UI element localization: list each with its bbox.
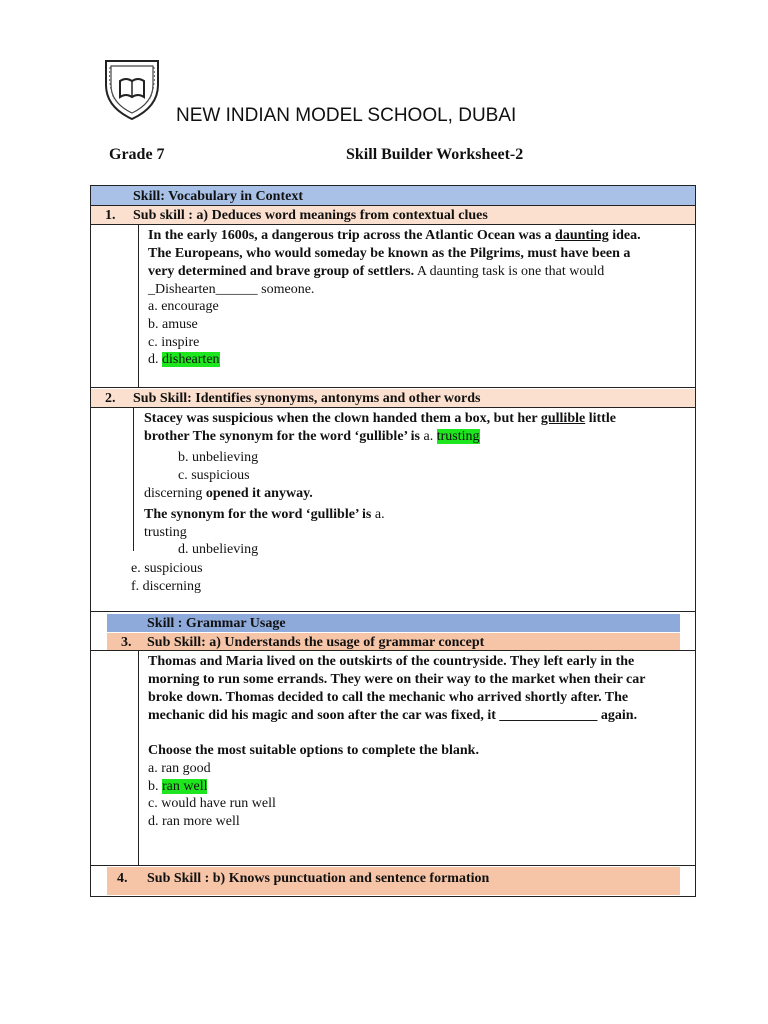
s1-option-b: b. amuse (148, 317, 198, 332)
s3-option-c: c. would have run well (148, 796, 276, 811)
word-daunting: daunting (555, 228, 609, 243)
s2-answer-trusting: trusting (436, 429, 480, 444)
s3-para-line-4: mechanic did his magic and soon after the car was fixed, it ______________ again. (148, 708, 638, 723)
s3-option-b-label: b. (148, 779, 162, 794)
s3-para-line-1: Thomas and Maria lived on the outskirts of the countryside. They left early in the (148, 654, 635, 669)
subskill-2-heading: Sub Skill: Identifies synonyms, antonyms and other words (133, 391, 481, 406)
s2-line-2-pre: brother The synonym for the word ‘gullible’ is (144, 429, 424, 444)
s1-para-3-bold: very determined and brave group of settlers. (148, 264, 415, 279)
s1-option-d-label: d. (148, 352, 162, 367)
s1-option-a: a. encourage (148, 299, 219, 314)
s3-para-line-2: morning to run some errands. They were on their way to the market when their car (148, 672, 646, 687)
skill-grammar-heading: Skill : Grammar Usage (147, 616, 286, 631)
subskill-1-number: 1. (105, 208, 116, 223)
s2-line-6-rest: a. (371, 507, 385, 522)
word-gullible: gullible (540, 411, 586, 426)
subskill-4-heading: Sub Skill : b) Knows punctuation and sentence formation (147, 871, 490, 886)
s2-line-5-bold: opened it anyway. (202, 486, 313, 501)
s1-para-line-4: _Dishearten______ someone. (148, 282, 315, 297)
s2-option-f: f. discerning (131, 579, 201, 594)
s2-line-2 (144, 428, 480, 446)
grade-label: Grade 7 (109, 146, 165, 163)
subskill-3-heading: Sub Skill: a) Understands the usage of grammar concept (147, 635, 485, 650)
subskill-4-number: 4. (117, 871, 128, 886)
s2-line-6 (144, 506, 385, 524)
s1-answer-dishearten: dishearten (162, 352, 220, 367)
subskill-1-heading: Sub skill : a) Deduces word meanings from contextual clues (133, 208, 488, 223)
s1-para-1-pre: In the early 1600s, a dangerous trip across the Atlantic Ocean was a (148, 228, 556, 243)
worksheet-title: Skill Builder Worksheet-2 (346, 146, 524, 163)
s1-para-1-post: idea. (608, 228, 641, 243)
s2-line-5 (144, 485, 313, 503)
s1-option-c: c. inspire (148, 335, 200, 350)
s1-para-line-1 (148, 227, 641, 245)
s2-option-e: e. suspicious (131, 561, 203, 576)
skill-vocabulary-heading: Skill: Vocabulary in Context (133, 189, 303, 204)
subskill-3-number: 3. (121, 635, 132, 650)
school-name: NEW INDIAN MODEL SCHOOL, DUBAI (176, 105, 517, 126)
s2-line-5-rest: discerning (144, 486, 203, 501)
s2-option-b: b. unbelieving (178, 450, 259, 465)
s3-option-d: d. ran more well (148, 814, 240, 829)
s2-line-1-pre: Stacey was suspicious when the clown handed them a box, but her (144, 411, 541, 426)
school-crest-logo (100, 55, 164, 123)
s1-para-line-3 (148, 263, 604, 281)
s2-line-7: trusting (144, 525, 187, 540)
s1-para-line-2: The Europeans, who would someday be known as the Pilgrims, must have been a (148, 246, 631, 261)
s2-option-c: c. suspicious (178, 468, 250, 483)
s2-line-6-bold: The synonym for the word ‘gullible’ is (144, 507, 372, 522)
s2-line-1-post: little (585, 411, 616, 426)
s3-option-b (148, 778, 207, 796)
s3-option-a: a. ran good (148, 761, 211, 776)
s1-para-3-rest: A daunting task is one that would (414, 264, 605, 279)
s2-line-1 (144, 410, 616, 428)
s2-option-d: d. unbelieving (178, 542, 259, 557)
s3-para-line-3: broke down. Thomas decided to call the mechanic who arrived shortly after. The (148, 690, 629, 705)
s1-option-d (148, 351, 220, 369)
s3-answer-ran-well: ran well (162, 779, 208, 794)
s3-question: Choose the most suitable options to complete the blank. (148, 743, 479, 758)
s2-line-2-label: a. (423, 429, 437, 444)
subskill-2-number: 2. (105, 391, 116, 406)
